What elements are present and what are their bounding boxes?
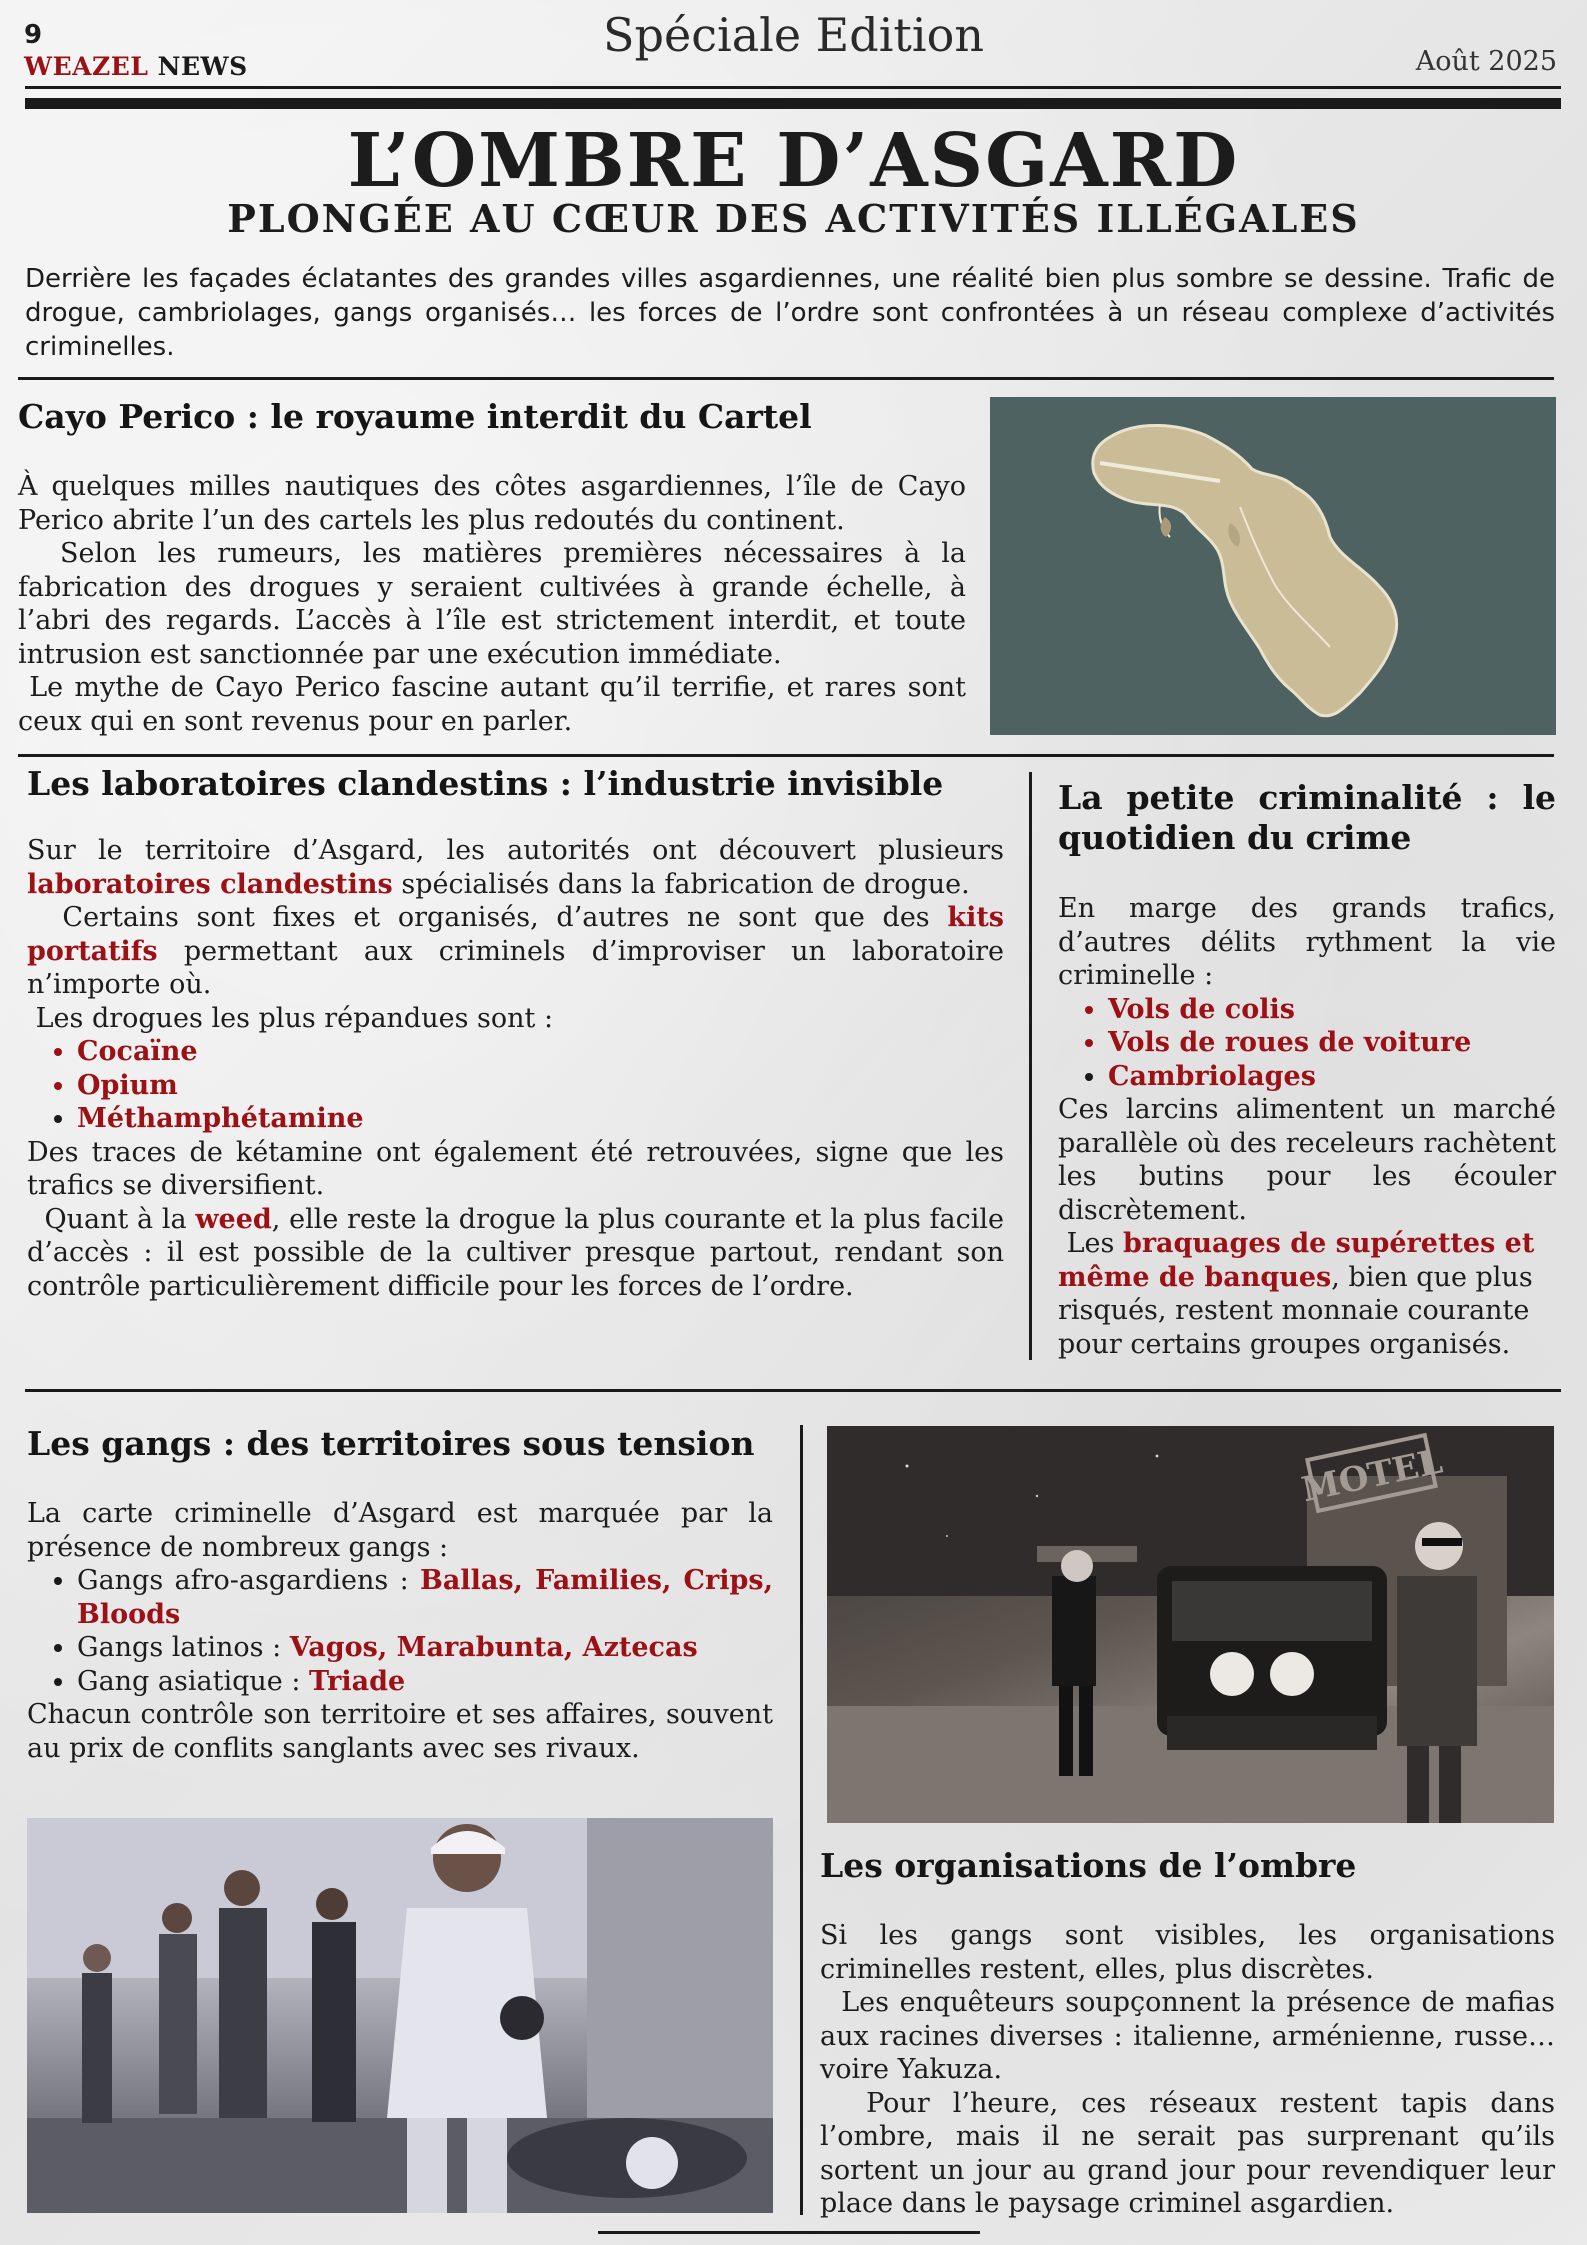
footer-rule: [598, 2231, 980, 2234]
gang-scene-icon: [27, 1818, 773, 2213]
orgs-paragraph-3: Pour l’heure, ces réseaux restent tapis dans l’ombre, mais il ne serait pas surprenant qu’ils sortent un jour au grand jour pour revendiquer leur place dans le paysage criminel asgardien.: [820, 2087, 1564, 2219]
petty-highlight: braquages de supérettes et même de banques: [1058, 1228, 1544, 1293]
list-item: • Gangs latinos : Vagos, Marabunta, Aztecas: [77, 1631, 773, 1665]
list-item: • Vols de roues de voiture: [1108, 1026, 1556, 1060]
page-number: 9: [24, 20, 43, 50]
orgs-body: [820, 1919, 1564, 2221]
gangs-paragraph-2: Chacun contrôle son territoire et ses affaires, souvent au prix de conflits sanglants avec ses rivaux.: [27, 1699, 773, 1764]
gangs-column-divider: [800, 1425, 803, 2215]
brand-word-1: WEAZEL: [24, 52, 149, 81]
motel-photo-image: [827, 1426, 1554, 1823]
gangs-list: [27, 1564, 773, 1698]
issue-date: Août 2025: [1415, 46, 1557, 77]
motel-scene-icon: [827, 1426, 1554, 1823]
drugs-list: [27, 1035, 1004, 1136]
list-item: • Vols de colis: [1108, 993, 1556, 1027]
cayo-paragraph-3: Le mythe de Cayo Perico fascine autant qu’il terrifie, et rares sont ceux qui en sont revenus pour en parler.: [18, 672, 975, 737]
intro-paragraph: Derrière les façades éclatantes des grandes villes asgardiennes, une réalité bien plus sombre se dessine. Trafic de drogue, cambriolages, gangs organisés… les forces de l’ordre sont confrontées à un réseau complexe d’activités criminelles.: [25, 264, 1555, 362]
brand-word-2: NEWS: [157, 52, 248, 81]
main-subtitle: PLONGÉE AU CŒUR DES ACTIVITÉS ILLÉGALES: [227, 196, 1360, 241]
labs-paragraph-1: Sur le territoire d’Asgard, les autorités ont découvert plusieurs laboratoires clandestins spécialisés dans la fabrication de drogue.: [27, 835, 1004, 900]
cayo-heading: Cayo Perico : le royaume interdit du Cartel: [18, 397, 812, 436]
list-item: • Cocaïne: [77, 1035, 1004, 1069]
gangs-heading: Les gangs : des territoires sous tension: [27, 1424, 755, 1463]
cayo-rule: [18, 754, 1554, 757]
orgs-paragraph-2: Les enquêteurs soupçonnent la présence de mafias aux racines diverses : italienne, arménienne, russe… voire Yakuza.: [820, 1987, 1564, 2085]
list-item: • Gang asiatique : Triade: [77, 1665, 773, 1699]
header-rule-thin: [25, 86, 1561, 89]
list-item: • Méthamphétamine: [77, 1102, 1004, 1136]
gang-photo-image: [27, 1818, 773, 2213]
petty-body: [1058, 892, 1556, 1361]
cayo-paragraph-2: Selon les rumeurs, les matières premières nécessaires à la fabrication des drogues y seraient cultivées à grande échelle, à l’abri des regards. L’accès à l’île est strictement interdit, et toute intrusion est sanctionnée par une exécution immédiate.: [18, 538, 975, 670]
labs-paragraph-5: Quant à la weed, elle reste la drogue la plus courante et la plus facile d’accès : il est possible de la cultiver presque partout, rendant son contrôle particulièrement difficile pour les forces de l’ordre.: [27, 1203, 1013, 1302]
petty-paragraph-1: En marge des grands trafics, d’autres délits rythment la vie criminelle :: [1058, 893, 1556, 991]
gangs-paragraph-1: La carte criminelle d’Asgard est marquée par la présence de nombreux gangs :: [27, 1498, 773, 1563]
motel-sign-text: MOTEL: [1298, 1441, 1446, 1511]
middle-rule: [25, 1389, 1561, 1392]
labs-paragraph-2: Certains sont fixes et organisés, d’autres ne sont que des kits portatifs permettant aux criminels d’improviser un laboratoire n’importe où.: [27, 902, 1014, 1000]
labs-body: [27, 834, 1014, 1303]
list-item: • Opium: [77, 1069, 1004, 1103]
header-rule-thick: [25, 98, 1561, 109]
intro-rule: [18, 377, 1554, 380]
labs-paragraph-4: Des traces de kétamine ont également été retrouvées, signe que les trafics se diversifient.: [27, 1136, 1004, 1201]
petty-heading: La petite criminalité : le quotidien du crime: [1058, 778, 1556, 857]
labs-paragraph-3: Les drogues les plus répandues sont :: [27, 1002, 554, 1034]
main-title: L’OMBRE D’ASGARD: [347, 118, 1240, 204]
island-map-image: [990, 397, 1556, 735]
labs-heading: Les laboratoires clandestins : l’industrie invisible: [27, 764, 944, 803]
edition-label: Spéciale Edition: [603, 8, 984, 62]
list-item: • Gangs afro-asgardiens : Ballas, Families, Crips, Bloods: [77, 1564, 773, 1631]
petty-paragraph-3: Les braquages de supérettes et même de banques, bien que plus risqués, restent monnaie courante pour certains groupes organisés.: [1058, 1228, 1544, 1360]
labs-highlight-1: laboratoires clandestins: [27, 868, 393, 900]
petty-paragraph-2: Ces larcins alimentent un marché parallèle où des receleurs rachètent les butins pour les écouler discrètement.: [1058, 1094, 1556, 1226]
cayo-body: [18, 470, 975, 738]
labs-highlight-3: weed: [195, 1203, 272, 1235]
island-map-icon: [990, 397, 1556, 735]
labs-highlight-2: kits portatifs: [27, 902, 1014, 967]
orgs-paragraph-1: Si les gangs sont visibles, les organisations criminelles restent, elles, plus discrètes.: [820, 1920, 1555, 1985]
labs-column-divider: [1029, 772, 1032, 1360]
gangs-body: [27, 1497, 773, 1765]
list-item: • Cambriolages: [1108, 1060, 1556, 1094]
orgs-heading: Les organisations de l’ombre: [820, 1846, 1357, 1885]
cayo-paragraph-1: À quelques milles nautiques des côtes asgardiennes, l’île de Cayo Perico abrite l’un des cartels les plus redoutés du continent.: [18, 471, 975, 536]
petty-list: [1058, 993, 1556, 1094]
